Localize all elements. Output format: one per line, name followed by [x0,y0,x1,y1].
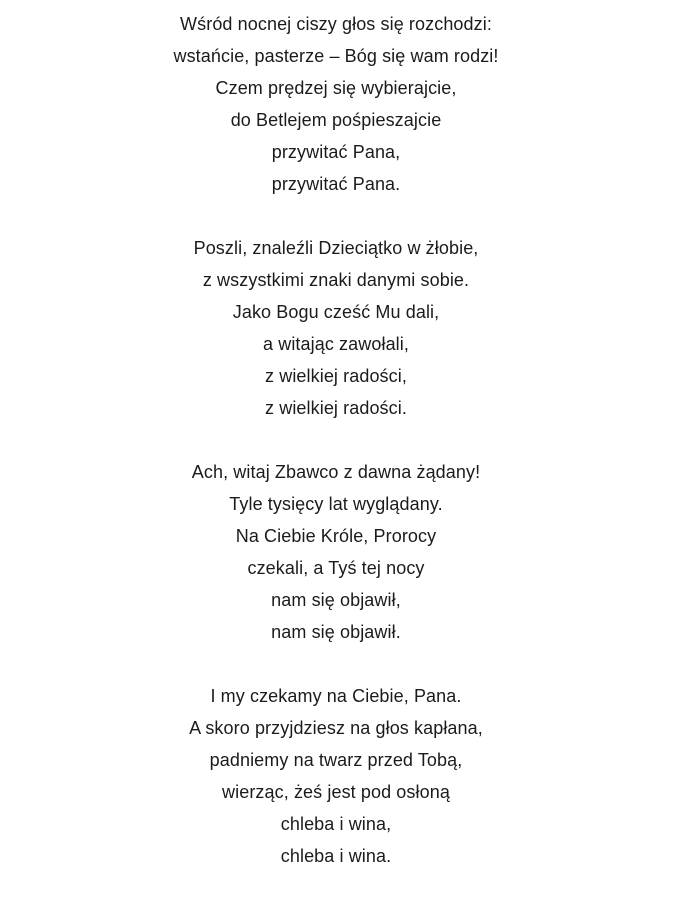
poem-line: przywitać Pana. [271,174,401,194]
stanza-2 [0,232,672,424]
poem-line: Tyle tysięcy lat wyglądany. [229,494,443,514]
poem-line: Na Ciebie Króle, Prorocy [235,526,437,546]
stanza-3 [0,456,672,648]
poem-line: chleba i wina, [280,814,392,834]
poem-line: wstańcie, pasterze – Bóg się wam rodzi! [173,46,499,66]
stanza-4 [0,680,672,872]
poem-line: wierząc, żeś jest pod osłoną [222,782,450,802]
poem-line: Wśród nocnej ciszy głos się rozchodzi: [180,14,492,34]
poem-line: czekali, a Tyś tej nocy [247,558,425,578]
poem-line: padniemy na twarz przed Tobą, [209,750,463,770]
poem-line: do Betlejem pośpieszajcie [230,110,442,130]
poem-line: nam się objawił, [271,590,401,610]
poem-line: Czem prędzej się wybierajcie, [215,78,457,98]
poem-line: a witając zawołali, [263,334,409,354]
poem-line: z wielkiej radości, [265,366,407,386]
poem-line: nam się objawił. [271,622,401,642]
poem-line: I my czekamy na Ciebie, Pana. [210,686,462,706]
poem-text [0,8,672,904]
poem-line: Poszli, znaleźli Dzieciątko w żłobie, [193,238,479,258]
stanza-1 [0,8,672,200]
poem-line: A skoro przyjdziesz na głos kapłana, [189,718,483,738]
poem-line: z wielkiej radości. [265,398,407,418]
poem-line: Ach, witaj Zbawco z dawna żądany! [191,462,481,482]
poem-line: przywitać Pana, [271,142,401,162]
poem-line: z wszystkimi znaki danymi sobie. [202,270,470,290]
poem-line: chleba i wina. [280,846,392,866]
poem-line: Jako Bogu cześć Mu dali, [232,302,440,322]
